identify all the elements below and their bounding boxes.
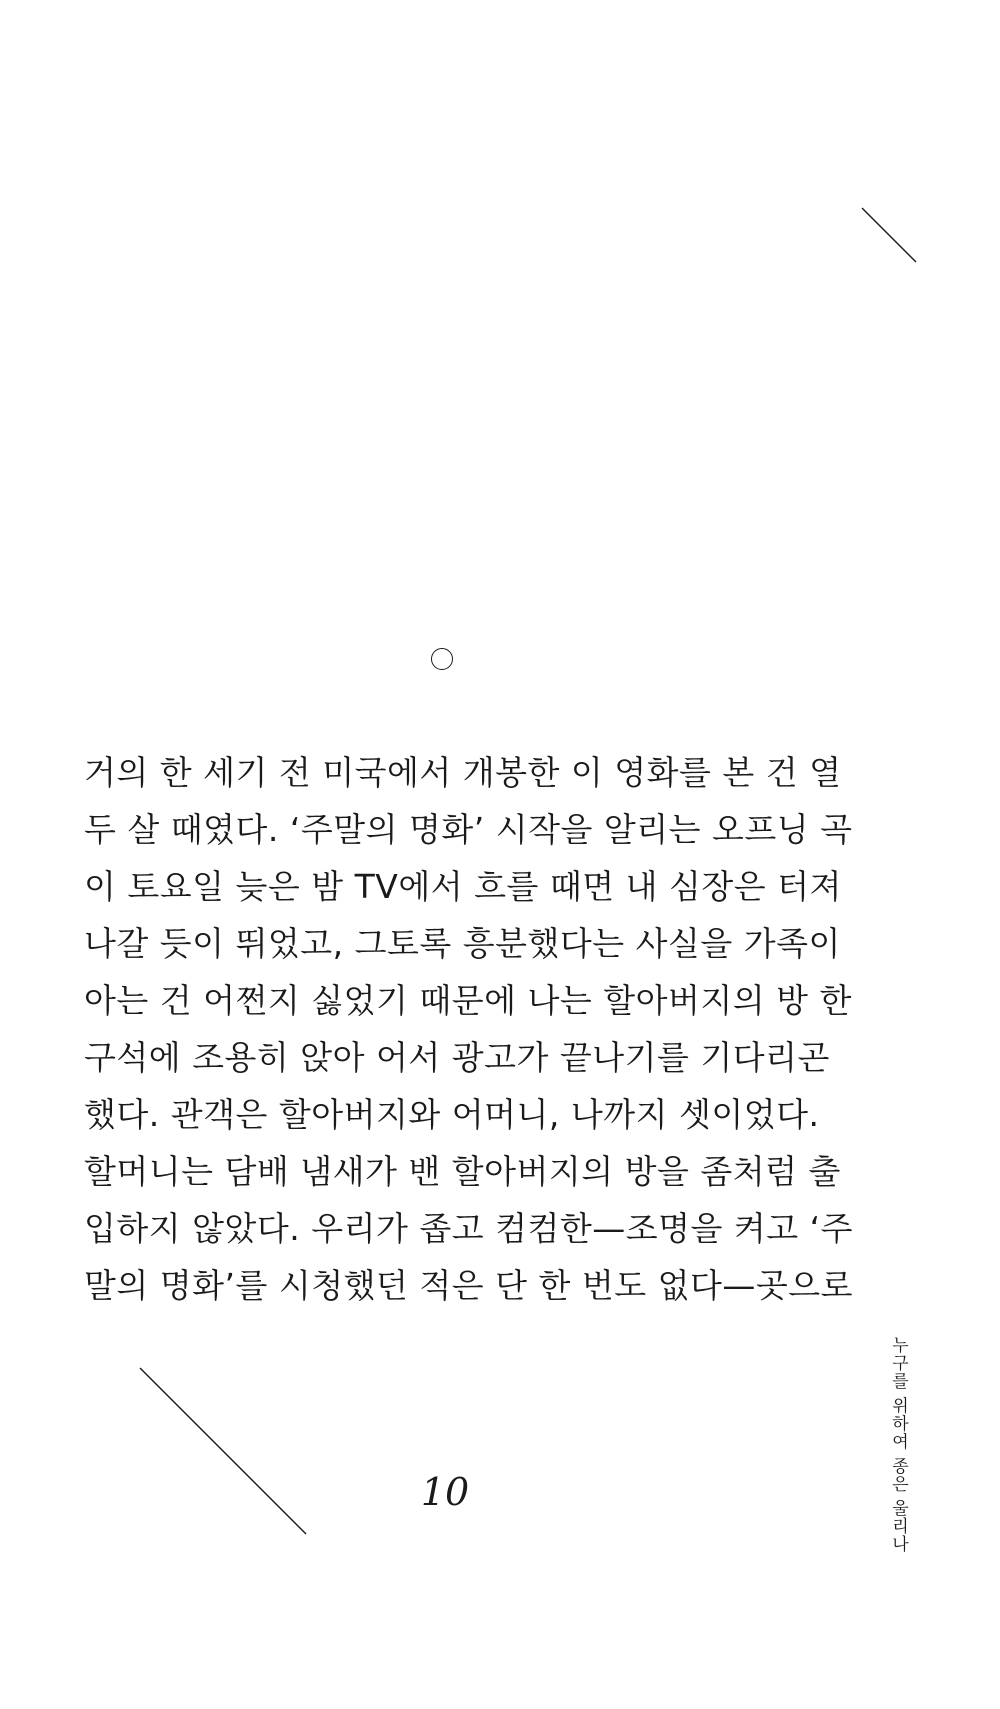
running-title: 누구를 위하여 종은 울리나: [888, 1336, 908, 1554]
bottom-diagonal-stroke: [140, 1368, 306, 1534]
text-line: 했다. 관객은 할아버지와 어머니, 나까지 셋이었다.: [84, 1095, 820, 1134]
text-line: 구석에 조용히 앉아 어서 광고가 끝나기를 기다리곤: [84, 1038, 830, 1077]
text-line: 이 토요일 늦은 밤 TV에서 흐를 때면 내 심장은 터져: [84, 867, 842, 906]
top-diagonal-stroke: [862, 208, 916, 262]
body-paragraph: [84, 744, 853, 1314]
page-number: 10: [420, 1470, 470, 1514]
text-line: 두 살 때였다. ‘주말의 명화’ 시작을 알리는 오프닝 곡: [84, 810, 853, 849]
section-circle-icon: [431, 648, 453, 670]
text-line: 입하지 않았다. 우리가 좁고 컴컴한—조명을 켜고 ‘주: [84, 1209, 853, 1248]
text-line: 거의 한 세기 전 미국에서 개봉한 이 영화를 본 건 열: [84, 753, 842, 792]
text-line: 말의 명화’를 시청했던 적은 단 한 번도 없다—곳으로: [84, 1266, 853, 1305]
text-line: 나갈 듯이 뛰었고, 그토록 흥분했다는 사실을 가족이: [84, 924, 841, 963]
text-line: 아는 건 어쩐지 싫었기 때문에 나는 할아버지의 방 한: [84, 981, 852, 1020]
text-line: 할머니는 담배 냄새가 밴 할아버지의 방을 좀처럼 출: [84, 1152, 841, 1191]
